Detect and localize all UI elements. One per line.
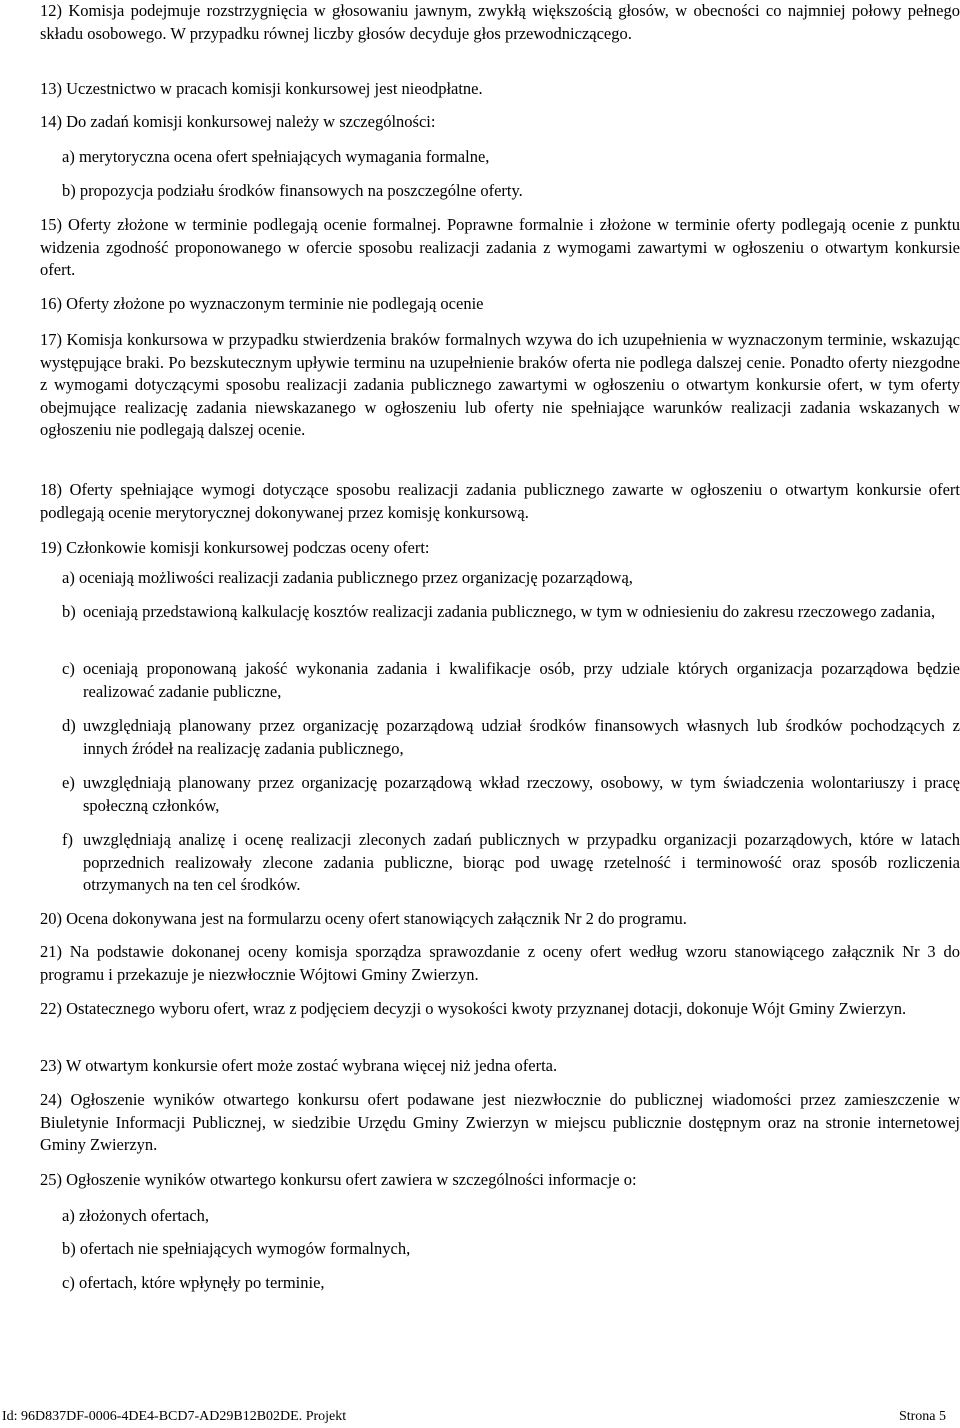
paragraph-25c: c) ofertach, które wpłynęły po terminie,: [62, 1273, 325, 1292]
paragraph-13: 13) Uczestnictwo w pracach komisji konkursowej jest nieodpłatne.: [40, 79, 483, 98]
paragraph-20: 20) Ocena dokonywana jest na formularzu oceny ofert stanowiących załącznik Nr 2 do programu.: [40, 909, 687, 928]
paragraph-14a: a) merytoryczna ocena ofert spełniających wymagania formalne,: [62, 147, 490, 166]
paragraph-15: 15) Oferty złożone w terminie podlegają ocenie formalnej. Poprawne formalnie i złożone w terminie oferty podlegają ocenie z punktu widzenia zgodność proponowanego w ofercie sposobu realizacji zadania z wymogami zawartymi w ogłoszeniu o otwartym konkursie ofert.: [40, 215, 960, 279]
item-label: f): [62, 830, 73, 849]
footer-document-id: Id: 96D837DF-0006-4DE4-BCD7-AD29B12B02DE. Projekt: [2, 1409, 347, 1424]
paragraph-16: 16) Oferty złożone po wyznaczonym terminie nie podlegają ocenie: [40, 294, 484, 313]
paragraph-19f: [62, 829, 960, 897]
paragraph-14: 14) Do zadań komisji konkursowej należy w szczególności:: [40, 112, 436, 131]
paragraph-12: 12) Komisja podejmuje rozstrzygnięcia w głosowaniu jawnym, zwykłą większością głosów, w obecności co najmniej połowy pełnego składu osobowego. W przypadku równej liczby głosów decyduje głos przewodniczącego.: [40, 1, 960, 43]
paragraph-25a: a) złożonych ofertach,: [62, 1206, 210, 1225]
paragraph-19e: [62, 772, 960, 817]
item-text: oceniają proponowaną jakość wykonania zadania i kwalifikacje osób, przy udziale których organizacja pozarządowa będzie realizować zadanie publiczne,: [83, 659, 960, 701]
item-text: oceniają przedstawioną kalkulację kosztów realizacji zadania publicznego, w tym w odniesieniu do zakresu rzeczowego zadania,: [83, 602, 936, 621]
item-text: uwzględniają planowany przez organizację pozarządową udział środków finansowych własnych lub środków pochodzących z innych źródeł na realizację zadania publicznego,: [83, 716, 960, 758]
item-label: d): [62, 716, 76, 735]
paragraph-19d: [62, 715, 960, 760]
paragraph-14b: b) propozycja podziału środków finansowych na poszczególne oferty.: [62, 181, 523, 200]
item-text: uwzględniają analizę i ocenę realizacji zleconych zadań publicznych w przypadku organizacji pozarządowych, które w latach poprzednich realizowały zlecone zadania publiczne, biorąc pod uwagę rzetelność i terminowość oraz sposób rozliczenia otrzymanych na ten cel środków.: [83, 830, 960, 894]
item-label: b): [62, 602, 76, 621]
item-text: uwzględniają planowany przez organizację pozarządową wkład rzeczowy, osobowy, w tym świadczenia wolontariuszy i pracę społeczną członków,: [83, 773, 960, 815]
paragraph-19b: [62, 601, 960, 624]
paragraph-25b: b) ofertach nie spełniających wymogów formalnych,: [62, 1239, 411, 1258]
item-label: e): [62, 773, 75, 792]
item-label: c): [62, 659, 75, 678]
paragraph-19c: [62, 658, 960, 703]
footer-page-number: Strona 5: [898, 1409, 946, 1424]
paragraph-24: 24) Ogłoszenie wyników otwartego konkursu ofert podawane jest niezwłocznie do publicznej wiadomości przez zamieszczenie w Biuletynie Informacji Publicznej, w siedzibie Urzędu Gminy Zwierzyn w miejscu publicznie dostępnym oraz na stronie internetowej Gminy Zwierzyn.: [40, 1090, 960, 1154]
paragraph-22: 22) Ostatecznego wyboru ofert, wraz z podjęciem decyzji o wysokości kwoty przyznanej dotacji, dokonuje Wójt Gminy Zwierzyn.: [40, 999, 907, 1018]
paragraph-21: 21) Na podstawie dokonanej oceny komisja sporządza sprawozdanie z oceny ofert według wzoru stanowiącego załącznik Nr 3 do programu i przekazuje je niezwłocznie Wójtowi Gminy Zwierzyn.: [40, 942, 960, 984]
paragraph-19a: a) oceniają możliwości realizacji zadania publicznego przez organizację pozarządową,: [62, 568, 633, 587]
paragraph-25: 25) Ogłoszenie wyników otwartego konkursu ofert zawiera w szczególności informacje o:: [40, 1170, 637, 1189]
paragraph-19: 19) Członkowie komisji konkursowej podczas oceny ofert:: [40, 538, 430, 557]
paragraph-23: 23) W otwartym konkursie ofert może zostać wybrana więcej niż jedna oferta.: [40, 1056, 558, 1075]
paragraph-17: 17) Komisja konkursowa w przypadku stwierdzenia braków formalnych wzywa do ich uzupełnienia w wyznaczonym terminie, wskazując występujące braki. Po bezskutecznym upływie terminu na uzupełnienie braków oferta nie podlega dalszej cenie. Ponadto oferty niezgodne z wymogami dotyczącymi sposobu realizacji zadania publicznego zawartymi w ogłoszeniu o otwartym konkursie ofert, w tym oferty obejmujące realizację zadania niewskazanego w ogłoszeniu lub oferty nie spełniające warunków realizacji zadania wskazanych w ogłoszeniu nie podlegają dalszej ocenie.: [40, 330, 960, 439]
paragraph-18: 18) Oferty spełniające wymogi dotyczące sposobu realizacji zadania publicznego zawarte w ogłoszeniu o otwartym konkursie ofert podlegają ocenie merytorycznej dokonywanej przez komisję konkursową.: [40, 480, 960, 522]
